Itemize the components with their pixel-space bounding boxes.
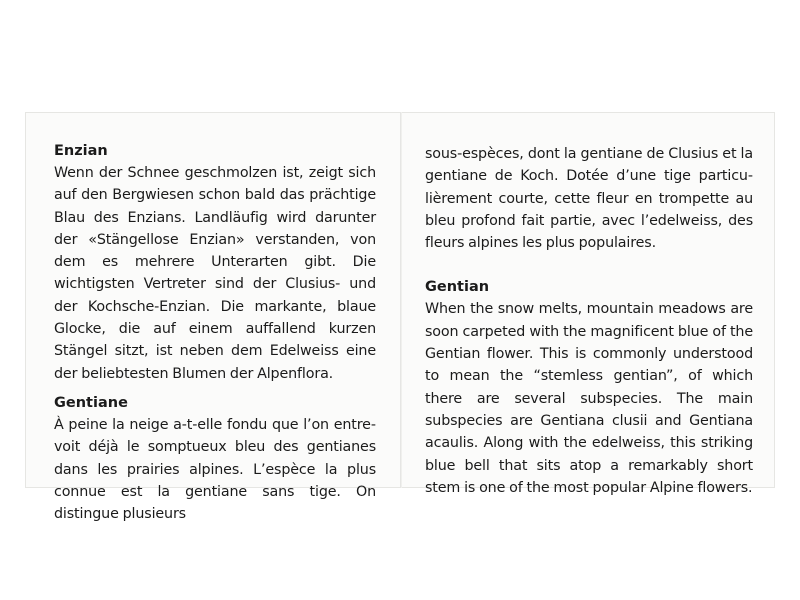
gentian-section: [425, 276, 753, 499]
gentiane-continued-text: sous-espèces, dont la gentiane de Clusius et la gentiane de Koch. Dotée d’une tige particulièrement courte, cette fleur en trompette au bleu profond fait partie, avec l’edelweiss, des fleurs alpines les plus populaires.: [425, 146, 753, 252]
gentiane-continued-section: [425, 143, 753, 254]
enzian-text: Wenn der Schnee geschmolzen ist, zeigt sich auf den Bergwiesen schon bald das prächtige Blau des Enzians. Landläufig wird darunter der «Stängellose Enzian» verstanden, von dem es mehrere Unterarten gibt. Die wichtigsten Vertreter sind der Clusius- und der Kochsche-Enzian. Die markante, blaue Glocke, die auf einem auffallend kurzen Stängel sitzt, ist neben dem Edelweiss eine der beliebtesten Blumen der Alpenflora.: [54, 165, 376, 382]
enzian-heading: Enzian: [54, 143, 108, 159]
left-page: [54, 140, 376, 525]
gentiane-text: À peine la neige a-t-elle fondu que l’on entrevoit déjà le somptueux bleu des gentianes dans les prairies alpines. L’espèce la plus connue est la gentiane sans tige. On distingue plusieurs: [54, 416, 376, 523]
gentian-heading: Gentian: [425, 279, 490, 296]
enzian-section: [54, 140, 376, 385]
gentiane-heading: Gentiane: [54, 394, 128, 411]
gentiane-section: [54, 392, 376, 525]
right-page: [425, 143, 753, 499]
gentian-text: When the snow melts, mountain meadows are soon carpeted with the magnificent blue of the Gentian flower. This is commonly understood to mean the “stemless gentian”, of which there are several subspecies. The main subspecies are Gentiana clusii and Gentiana acaulis. Along with the edelweiss, this striking blue bell that sits atop a remarkably short stem is one of the most popular Alpine flowers.: [425, 301, 753, 496]
page-fold: [400, 112, 402, 488]
